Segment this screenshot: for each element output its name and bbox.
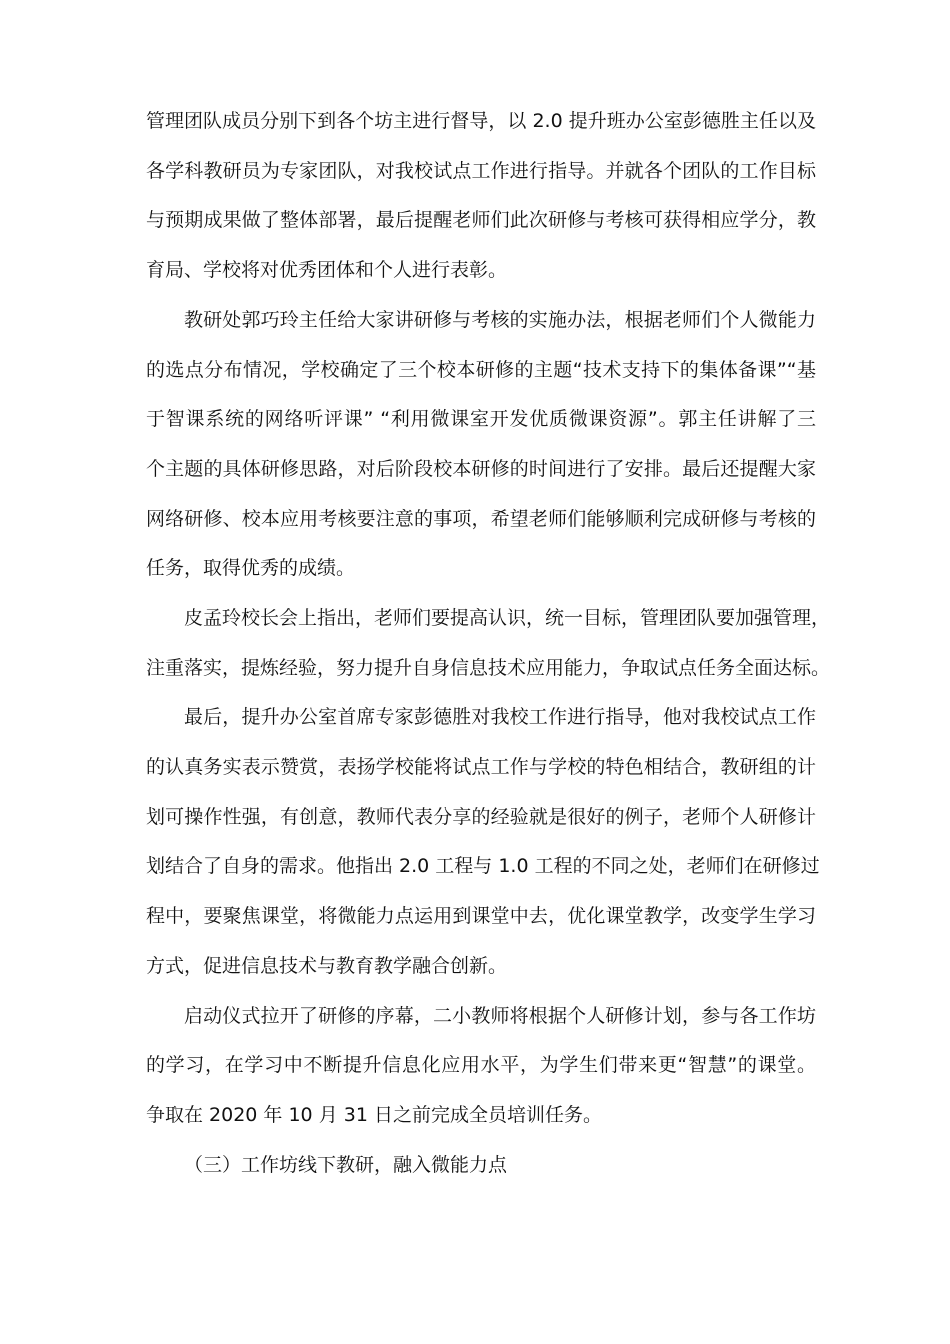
paragraph-line: 争取在 2020 年 10 月 31 日之前完成全员培训任务。 bbox=[146, 1104, 602, 1126]
paragraph-line: 划结合了自身的需求。他指出 2.0 工程与 1.0 工程的不同之处，老师们在研修过 bbox=[146, 855, 820, 877]
paragraph-line: 育局、学校将对优秀团体和个人进行表彰。 bbox=[146, 259, 508, 281]
paragraph-line: 管理团队成员分别下到各个坊主进行督导，以 2.0 提升班办公室彭德胜主任以及 bbox=[146, 110, 816, 132]
paragraph-line: 注重落实，提炼经验，努力提升自身信息技术应用能力，争取试点任务全面达标。 bbox=[146, 657, 831, 679]
paragraph-line: 方式，促进信息技术与教育教学融合创新。 bbox=[146, 955, 508, 977]
paragraph-line: 个主题的具体研修思路，对后阶段校本研修的时间进行了安排。最后还提醒大家 bbox=[146, 458, 816, 480]
paragraph-line: 皮孟玲校长会上指出，老师们要提高认识，统一目标，管理团队要加强管理， bbox=[184, 607, 831, 629]
paragraph-line: 的选点分布情况，学校确定了三个校本研修的主题“技术支持下的集体备课”“基 bbox=[146, 359, 816, 381]
paragraph-line: 与预期成果做了整体部署，最后提醒老师们此次研修与考核可获得相应学分，教 bbox=[146, 209, 816, 231]
paragraph-line: 的学习，在学习中不断提升信息化应用水平，为学生们带来更“智慧”的课堂。 bbox=[146, 1054, 816, 1076]
section-heading: （三）工作坊线下教研，融入微能力点 bbox=[184, 1154, 508, 1176]
paragraph-line: 程中，要聚焦课堂，将微能力点运用到课堂中去，优化课堂教学，改变学生学习 bbox=[146, 905, 816, 927]
paragraph-line: 网络研修、校本应用考核要注意的事项，希望老师们能够顺利完成研修与考核的 bbox=[146, 508, 816, 530]
paragraph-line: 于智课系统的网络听评课” “利用微课室开发优质微课资源”。郭主任讲解了三 bbox=[146, 408, 816, 430]
paragraph-line: 的认真务实表示赞赏，表扬学校能将试点工作与学校的特色相结合，教研组的计 bbox=[146, 756, 816, 778]
paragraph-line: 最后，提升办公室首席专家彭德胜对我校工作进行指导，他对我校试点工作 bbox=[184, 706, 816, 728]
paragraph-line: 启动仪式拉开了研修的序幕，二小教师将根据个人研修计划，参与各工作坊 bbox=[184, 1005, 816, 1027]
paragraph-line: 各学科教研员为专家团队，对我校试点工作进行指导。并就各个团队的工作目标 bbox=[146, 160, 816, 182]
paragraph-line: 教研处郭巧玲主任给大家讲研修与考核的实施办法，根据老师们个人微能力 bbox=[184, 309, 816, 331]
paragraph-line: 划可操作性强，有创意，教师代表分享的经验就是很好的例子，老师个人研修计 bbox=[146, 806, 816, 828]
paragraph-line: 任务，取得优秀的成绩。 bbox=[146, 557, 356, 579]
